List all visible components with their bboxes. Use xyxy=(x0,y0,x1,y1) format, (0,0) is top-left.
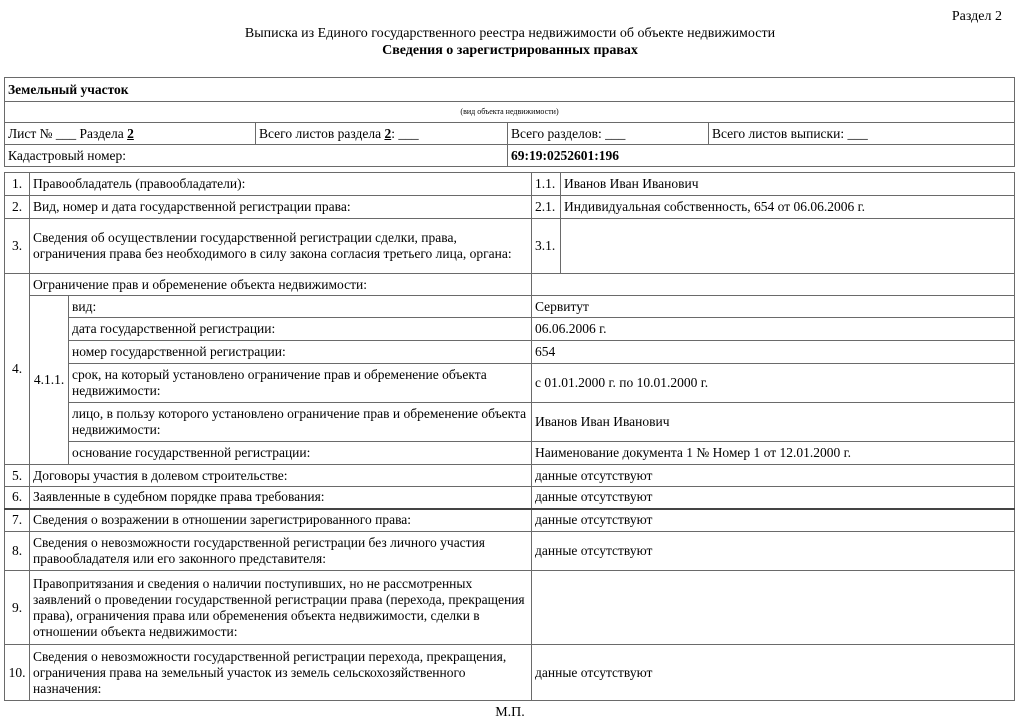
table-row xyxy=(5,465,1015,487)
total-extract-sheets: Всего листов выписки: ___ xyxy=(709,123,1015,145)
sheet-number xyxy=(5,123,256,145)
table-row xyxy=(5,364,1015,403)
total-sections: Всего разделов: ___ xyxy=(508,123,709,145)
row-number: 1. xyxy=(5,173,30,196)
object-header-table xyxy=(4,77,1015,167)
total-sheets-prefix: Всего листов раздела xyxy=(259,125,382,141)
row-value: Иванов Иван Иванович xyxy=(561,173,1015,196)
row-label: Ограничение прав и обременение объекта недвижимости: xyxy=(30,274,532,296)
row-value: данные отсутствуют xyxy=(532,465,1015,487)
row-number: 6. xyxy=(5,487,30,509)
restriction-kind-value: Сервитут xyxy=(532,296,1015,318)
row-value xyxy=(532,571,1015,645)
restriction-date-value: 06.06.2006 г. xyxy=(532,318,1015,341)
row-value: данные отсутствуют xyxy=(532,487,1015,509)
row-subnumber: 1.1. xyxy=(532,173,561,196)
total-section-sheets xyxy=(256,123,508,145)
row-label: Правопритязания и сведения о наличии поступивших, но не рассмотренных заявлений о проведении государственной регистрации права (перехода, прекращения права), ограничения права или обременения объекта недвижимости, сделки в отношении объекта недвижимости: xyxy=(30,571,532,645)
table-row xyxy=(5,487,1015,509)
restriction-date-label: дата государственной регистрации: xyxy=(69,318,532,341)
rights-table xyxy=(4,172,1015,701)
row-label: Заявленные в судебном порядке права требования: xyxy=(30,487,532,509)
row-number: 2. xyxy=(5,196,30,219)
row-number: 4. xyxy=(5,274,30,465)
row-subnumber: 4.1.1. xyxy=(30,296,69,465)
total-sheets-suffix: : ___ xyxy=(391,125,419,141)
table-row xyxy=(5,274,1015,296)
total-sheets-section-number: 2 xyxy=(384,125,392,141)
table-row xyxy=(5,173,1015,196)
restriction-term-value: с 01.01.2000 г. по 10.01.2000 г. xyxy=(532,364,1015,403)
row-value: данные отсутствуют xyxy=(532,532,1015,571)
row-number: 5. xyxy=(5,465,30,487)
row-value: данные отсутствуют xyxy=(532,645,1015,701)
restriction-basis-label: основание государственной регистрации: xyxy=(69,442,532,465)
table-row xyxy=(5,318,1015,341)
row-subnumber: 3.1. xyxy=(532,219,561,274)
restriction-regnum-value: 654 xyxy=(532,341,1015,364)
table-row xyxy=(5,196,1015,219)
document-subtitle: Сведения о зарегистрированных правах xyxy=(382,43,638,58)
table-row xyxy=(5,341,1015,364)
table-row xyxy=(5,532,1015,571)
row-number: 7. xyxy=(5,509,30,532)
table-row xyxy=(5,296,1015,318)
row-value xyxy=(532,274,1015,296)
cadastral-number: 69:19:0252601:196 xyxy=(508,145,1015,167)
restriction-term-label: срок, на который установлено ограничение прав и обременение объекта недвижимости: xyxy=(69,364,532,403)
table-row xyxy=(5,645,1015,701)
table-row xyxy=(5,403,1015,442)
restriction-person-value: Иванов Иван Иванович xyxy=(532,403,1015,442)
row-label: Сведения об осуществлении государственной регистрации сделки, права, ограничения права без необходимого в силу закона согласия третьего лица, органа: xyxy=(30,219,532,274)
table-row xyxy=(5,509,1015,532)
object-type-caption: (вид объекта недвижимости) xyxy=(5,102,1015,123)
row-label: Сведения о невозможности государственной регистрации перехода, прекращения, ограничения права на земельный участок из земель сельскохозяйственного назначения: xyxy=(30,645,532,701)
row-label: Вид, номер и дата государственной регистрации права: xyxy=(30,196,532,219)
row-number: 3. xyxy=(5,219,30,274)
row-label: Правообладатель (правообладатели): xyxy=(30,173,532,196)
document-title: Выписка из Единого государственного реестра недвижимости об объекте недвижимости xyxy=(244,26,776,41)
row-number: 8. xyxy=(5,532,30,571)
row-subnumber: 2.1. xyxy=(532,196,561,219)
table-row xyxy=(5,442,1015,465)
restriction-person-label: лицо, в пользу которого установлено ограничение прав и обременение объекта недвижимости: xyxy=(69,403,532,442)
restriction-kind-label: вид: xyxy=(69,296,532,318)
restriction-regnum-label: номер государственной регистрации: xyxy=(69,341,532,364)
row-value: данные отсутствуют xyxy=(532,509,1015,532)
table-row xyxy=(5,571,1015,645)
row-label: Сведения о возражении в отношении зарегистрированного права: xyxy=(30,509,532,532)
stamp-placeholder: М.П. xyxy=(495,705,525,720)
row-value xyxy=(561,219,1015,274)
row-number: 9. xyxy=(5,571,30,645)
object-type: Земельный участок xyxy=(5,78,1015,102)
restriction-basis-value: Наименование документа 1 № Номер 1 от 12.01.2000 г. xyxy=(532,442,1015,465)
section-label: Раздел 2 xyxy=(951,9,1002,24)
row-value: Индивидуальная собственность, 654 от 06.06.2006 г. xyxy=(561,196,1015,219)
section-number: 2 xyxy=(127,125,134,141)
row-label: Договоры участия в долевом строительстве: xyxy=(30,465,532,487)
sheet-prefix: Лист № ___ Раздела xyxy=(8,125,124,141)
row-number: 10. xyxy=(5,645,30,701)
table-row xyxy=(5,219,1015,274)
row-label: Сведения о невозможности государственной регистрации без личного участия правообладателя или его законного представителя: xyxy=(30,532,532,571)
cadastral-label: Кадастровый номер: xyxy=(5,145,508,167)
